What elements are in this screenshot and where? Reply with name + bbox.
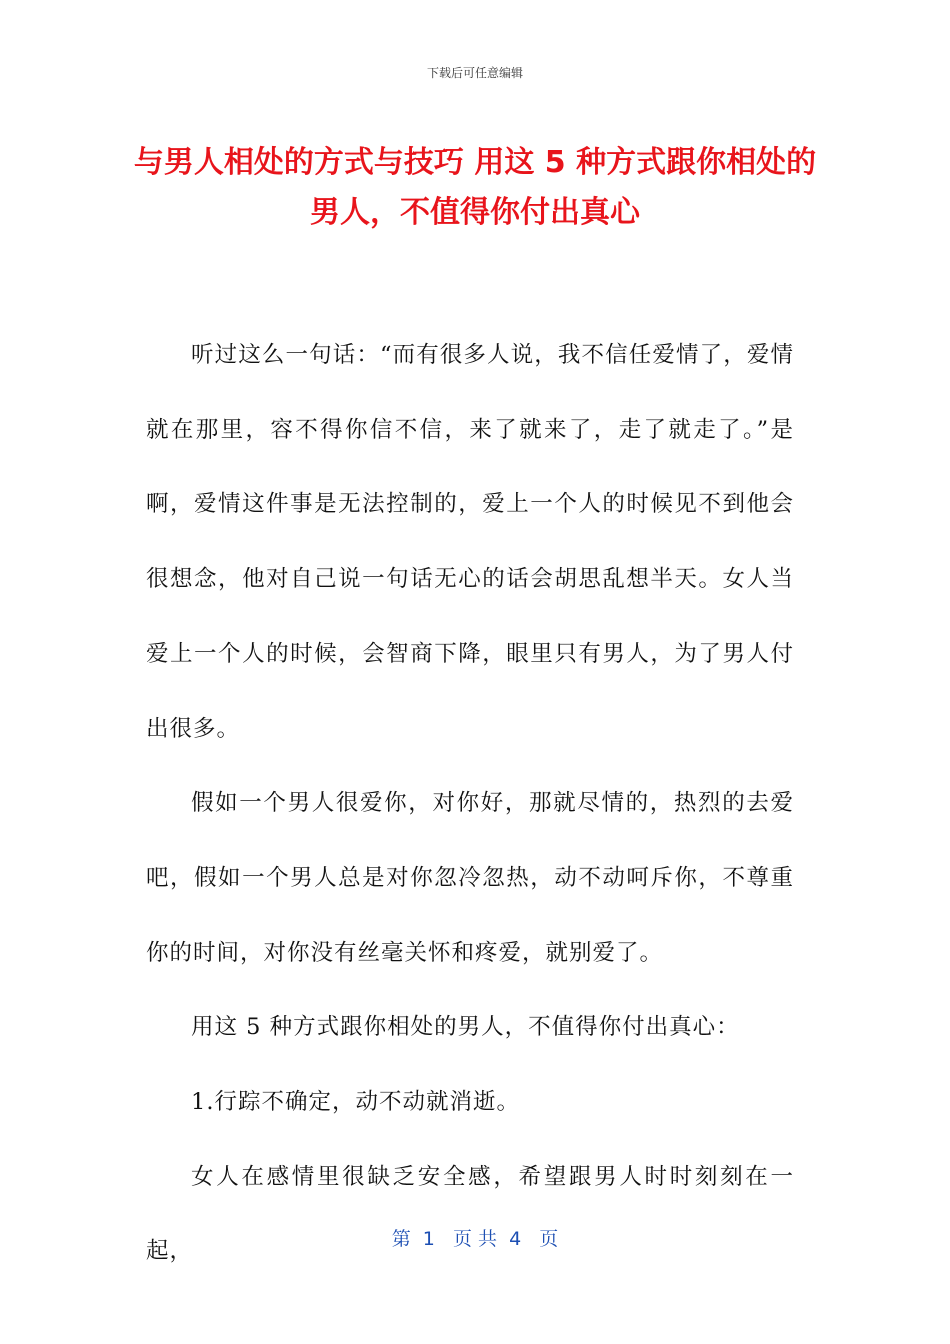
page-footer: 第 1 页 共 4 页 <box>391 1228 559 1250</box>
document-title: 与男人相处的方式与技巧 用这 5 种方式跟你相处的男人，不值得你付出真心 <box>133 145 817 230</box>
paragraph: 听过这么一句话：“而有很多人说，我不信任爱情了，爱情就在那里，容不得你信不信，来了就来了，走了就走了。”是啊，爱情这件事是无法控制的，爱上一个人的时候见不到他会很想念，他对自己说一句话无心的话会胡思乱想半天。女人当爱上一个人的时候，会智商下降，眼里只有男人，为了男人付出很多。 <box>146 342 794 742</box>
document-body <box>146 318 794 1289</box>
paragraph: 女人在感情里很缺乏安全感，希望跟男人时时刻刻在一起， <box>146 1163 794 1265</box>
header-note: 下载后可任意编辑 <box>426 66 523 80</box>
paragraph: 假如一个男人很爱你，对你好，那就尽情的，热烈的去爱吧，假如一个男人总是对你忽冷忽热，动不动呵斥你，不尊重你的时间，对你没有丝毫关怀和疼爱，就别爱了。 <box>146 790 794 966</box>
paragraph: 用这 5 种方式跟你相处的男人，不值得你付出真心： <box>191 1014 740 1041</box>
paragraph: 1.行踪不确定，动不动就消逝。 <box>191 1089 520 1116</box>
